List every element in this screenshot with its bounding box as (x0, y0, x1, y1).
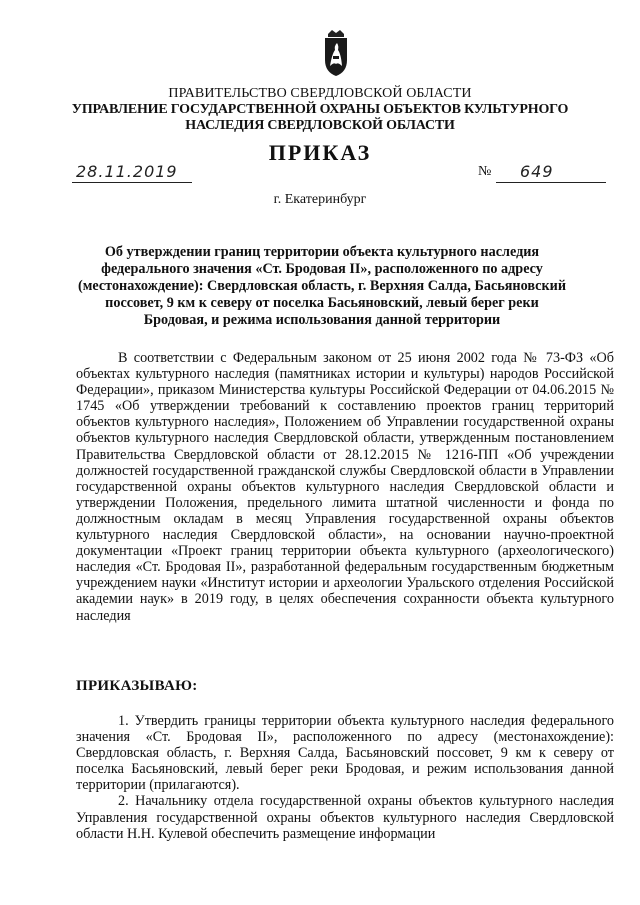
number-label: № (478, 164, 492, 179)
order-item-1: 1. Утвердить границы территории объекта культурного наследия федерального значения «Ст. Бродовая II», расположенного по адресу (местонахождение): Свердловская область, г. Верхняя Салда, Басьяновский поссовет, 9 км к северу от поселка Басьяновский, левый берег реки Бродовая, и режим использования данной территории (прилагаются). (76, 713, 614, 794)
number-value: 649 (520, 162, 554, 181)
order-title: Об утверждении границ территории объекта культурного наследия федерального значения «Ст. Бродовая II», расположенного по адресу (местонахождение): Свердловская область, г. Верхняя Салда, Басьяновский поссовет, 9 км к северу от поселка Басьяновский, левый берег реки Бродовая, и режима использования данной территории (78, 244, 566, 328)
order-items (76, 713, 614, 842)
number-field (496, 164, 606, 183)
date-field (72, 164, 192, 183)
government-name: ПРАВИТЕЛЬСТВО СВЕРДЛОВСКОЙ ОБЛАСТИ (168, 86, 472, 101)
order-word: ПРИКАЗЫВАЮ: (76, 678, 198, 694)
order-item-2: 2. Начальнику отдела государственной охраны объектов культурного наследия Управления государственной охраны объектов культурного наследия Свердловской области Н.Н. Кулевой обеспечить размещение информации (76, 793, 614, 842)
preamble-section (76, 350, 614, 624)
city: г. Екатеринбург (273, 192, 367, 207)
document-type: ПРИКАЗ (268, 140, 372, 165)
date-value: 28.11.2019 (76, 162, 178, 181)
department-name: УПРАВЛЕНИЕ ГОСУДАРСТВЕННОЙ ОХРАНЫ ОБЪЕКТОВ КУЛЬТУРНОГО НАСЛЕДИЯ СВЕРДЛОВСКОЙ ОБЛАСТИ (71, 102, 569, 133)
preamble-paragraph: В соответствии с Федеральным законом от 25 июня 2002 года № 73-ФЗ «Об объектах культурного наследия (памятниках истории и культуры) народов Российской Федерации», приказом Министерства культуры Российской Федерации от 04.06.2015 № 1745 «Об утверждении требований к составлению проектов границ территорий объектов культурного наследия», Положением об Управлении государственной охраны объектов культурного наследия Свердловской области, утвержденным постановлением Правительства Свердловской области от 28.12.2015 № 1216-ПП «Об учреждении должностей государственной гражданской службы Свердловской области в Управлении государственной охраны объектов культурного наследия Свердловской области и утверждении Положения, предельного лимита штатной численности и фонда по должностным окладам в месяц Управления государственной охраны объектов культурного наследия Свердловской области», на основании научно-проектной документации «Проект границ территории объекта культурного (археологического) наследия «Ст. Бродовая II», разработанной федеральным государственным бюджетным учреждением науки «Институт истории и археологии Уральского отделения Российской академии наук» в 2019 году, в целях обеспечения сохранности объекта культурного наследия (76, 350, 614, 624)
sverdlovsk-coat-of-arms-icon (322, 28, 350, 78)
